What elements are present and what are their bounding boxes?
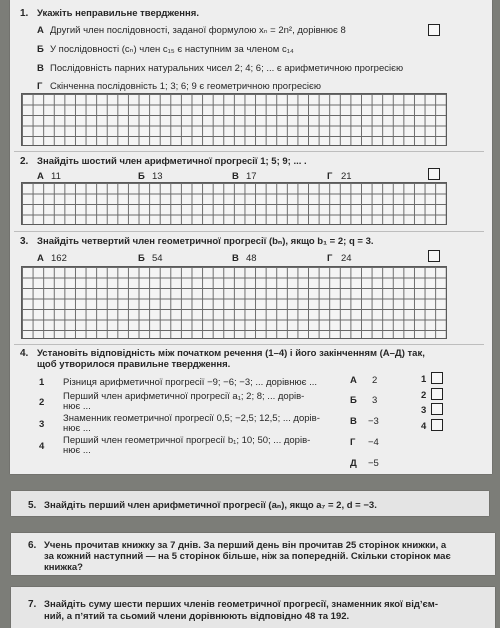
q3-option-c-letter: В	[232, 253, 239, 264]
q1-option-b-letter: Б	[37, 44, 44, 55]
q5-title: Знайдіть перший член арифметичної прогресії (aₙ), якщо a₇ = 2, d = −3.	[44, 500, 377, 511]
q2-option-d-letter: Г	[327, 171, 333, 182]
q4-answer-box-4[interactable]	[431, 419, 443, 431]
q1-title: Укажіть неправильне твердження.	[37, 8, 199, 19]
q6-text-line3: книжка?	[44, 562, 83, 573]
q2-option-b-letter: Б	[138, 171, 145, 182]
q4-beginning-text-cont: нює ...	[63, 423, 91, 434]
q2-option-b-value: 13	[152, 171, 163, 182]
q2-answer-box[interactable]	[428, 168, 440, 180]
q6-text-line1: Учень прочитав книжку за 7 днів. За перший день він прочитав 25 сторінок книжки, а	[44, 540, 447, 551]
q4-title-line1: Установіть відповідність між початком речення (1–4) і його закінченням (А–Д) так,	[37, 348, 425, 359]
q1-answer-box[interactable]	[428, 24, 440, 36]
q3-option-d-letter: Г	[327, 253, 333, 264]
q4-beginning-number: 3	[39, 419, 45, 430]
q1-option-d-text: Скінченна послідовність 1; 3; 6; 9 є геометричною прогресією	[50, 81, 321, 92]
q4-ending-value: 2	[372, 375, 378, 386]
q4-beginning-text-cont: нює ...	[63, 445, 91, 456]
divider	[14, 344, 484, 345]
q2-number: 2.	[20, 156, 29, 167]
q4-beginning-text-cont: нює ...	[63, 401, 91, 412]
q4-answer-row-label: 1	[421, 374, 427, 385]
q2-option-a-letter: А	[37, 171, 44, 182]
q4-answer-row-label: 4	[421, 421, 427, 432]
q3-option-c-value: 48	[246, 253, 257, 264]
q3-option-b-value: 54	[152, 253, 163, 264]
q2-option-a-value: 11	[51, 171, 61, 182]
q7-number: 7.	[28, 599, 37, 610]
q3-option-a-letter: А	[37, 253, 44, 264]
q4-ending-letter: А	[350, 375, 357, 386]
q2-working-grid[interactable]	[21, 182, 447, 225]
q4-ending-letter: Б	[350, 395, 357, 406]
q3-title: Знайдіть четвертий член геометричної прогресії (bₙ), якщо b₁ = 2; q = 3.	[37, 236, 374, 247]
q4-ending-letter: Г	[350, 437, 356, 448]
q6-number: 6.	[28, 540, 37, 551]
q4-ending-value: −3	[368, 416, 379, 427]
q1-option-a-letter: А	[37, 25, 44, 36]
q2-option-c-value: 17	[246, 171, 257, 182]
q1-option-a-text: Другий член послідовності, заданої формулою xₙ = 2n², дорівнює 8	[50, 25, 346, 36]
q4-beginning-number: 4	[39, 441, 45, 452]
q6-text-line2: за кожний наступний — на 5 сторінок більше, ніж за попередній. Скільки сторінок має	[44, 551, 451, 562]
q1-working-grid[interactable]	[21, 93, 447, 146]
q3-option-d-value: 24	[341, 253, 352, 264]
q7-text-line1: Знайдіть суму шести перших членів геометричної прогресії, знаменник якої відʼєм-	[44, 599, 438, 610]
q4-ending-value: −5	[368, 458, 379, 469]
q7-text-line2: ний, а пʼятий та сьомий члени дорівнюють відповідно 48 та 192.	[44, 611, 350, 622]
q2-title: Знайдіть шостий член арифметичної прогресії 1; 5; 9; ... .	[37, 156, 307, 167]
q4-ending-letter: В	[350, 416, 357, 427]
q3-answer-box[interactable]	[428, 250, 440, 262]
q2-option-d-value: 21	[341, 171, 352, 182]
q5-number: 5.	[28, 500, 37, 511]
q4-answer-box-1[interactable]	[431, 372, 443, 384]
q4-answer-box-3[interactable]	[431, 403, 443, 415]
q3-option-b-letter: Б	[138, 253, 145, 264]
divider	[14, 231, 484, 232]
q1-option-d-letter: Г	[37, 81, 43, 92]
q2-option-c-letter: В	[232, 171, 239, 182]
q3-number: 3.	[20, 236, 29, 247]
q4-answer-row-label: 2	[421, 390, 427, 401]
q1-number: 1.	[20, 8, 29, 19]
q4-beginning-number: 2	[39, 397, 45, 408]
q4-ending-value: −4	[368, 437, 379, 448]
q1-option-b-text: У послідовності (cₙ) член c₁₅ є наступним за членом c₁₄	[50, 44, 294, 55]
q1-option-c-text: Послідовність парних натуральних чисел 2; 4; 6; ... є арифметичною прогресією	[50, 63, 404, 74]
q4-answer-box-2[interactable]	[431, 388, 443, 400]
q4-answer-row-label: 3	[421, 405, 427, 416]
q4-beginning-text: Перший член арифметичної прогресії a₁; 2; 8; ... дорів-	[63, 391, 305, 402]
q3-working-grid[interactable]	[21, 266, 447, 339]
q4-beginning-number: 1	[39, 377, 45, 388]
q4-ending-letter: Д	[350, 458, 357, 469]
q4-beginning-text: Різниця арифметичної прогресії −9; −6; −3; ... дорівнює ...	[63, 377, 317, 388]
q4-ending-value: 3	[372, 395, 378, 406]
q1-option-c-letter: В	[37, 63, 44, 74]
q4-number: 4.	[20, 348, 29, 359]
q4-title-line2: щоб утворилося правильне твердження.	[37, 359, 231, 370]
divider	[14, 151, 484, 152]
q4-beginning-text: Перший член геометричної прогресії b₁; 10; 50; ... дорів-	[63, 435, 311, 446]
q3-option-a-value: 162	[51, 253, 67, 264]
q4-beginning-text: Знаменник геометричної прогресії 0,5; −2,5; 12,5; ... дорів-	[63, 413, 320, 424]
